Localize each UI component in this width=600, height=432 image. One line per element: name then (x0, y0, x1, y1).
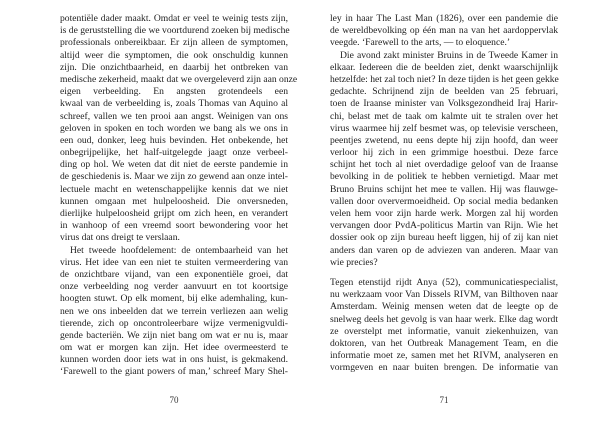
text-line: Het tweede hoofdelement: de ontembaarheid van het (70, 244, 288, 256)
text-line: informatie moet ze, samen met het RIVM, analyseren en (330, 350, 558, 362)
text-line: de geschiedenis is. Maar we zijn zo gewend aan onze intel- (60, 171, 288, 183)
text-line: onze verbeelding nog verder aanvuurt en tot koortsige (60, 281, 288, 293)
page-number-right: 71 (439, 395, 449, 405)
text-line: virus. Het idee van een niet te stuiten vermeerdering van (60, 256, 288, 268)
right-page (330, 0, 558, 432)
text-line: kunnen worden door iets wat in ons huist, is gekmakend. (60, 354, 288, 366)
text-line: eigen verbeelding. En angsten grotendeels een (60, 86, 288, 98)
text-line: ‘Farewell to the giant powers of man,’ schreef Mary Shel- (60, 366, 288, 378)
text-line: Die avond zakt minister Bruins in de Tweede Kamer in (340, 49, 558, 61)
text-line: snelweg deels het gevolg is van haar werk. Elke dag wordt (330, 313, 558, 325)
text-line: toen de Iraanse minister van Volksgezondheid Iraj Harir- (330, 98, 558, 110)
text-line: wie precies? (330, 256, 378, 268)
text-line: peentjes zwetend, nu eens depte hij zijn hoofd, dan weer (330, 134, 558, 146)
text-line: hetzelfde: het zal toch niet? In deze tijden is het geen gekke (330, 73, 559, 85)
text-line: lectuele macht en wetenschappelijke kennis dat we niet (60, 183, 288, 195)
section-break (330, 269, 558, 277)
text-line: Bruno Bruins schijnt het mee te vallen. Hij was flauwge- (330, 183, 558, 195)
text-line: ding op hol. We weten dat dit niet de eerste pandemie in (60, 159, 288, 171)
text-line: Amsterdam. Weinig mensen weten dat de leegte op de (330, 301, 558, 313)
text-line: ze overstelpt met informatie, vanuit ziekenhuizen, van (330, 325, 558, 337)
text-line: Tegen etenstijd rijdt Anya (52), communicatiespecialist, (330, 276, 558, 288)
text-line: professionals onbereikbaar. Er zijn alleen de symptomen, (60, 37, 288, 49)
text-line: velen hem voor zijn harde werk. Morgen zal hij worden (330, 208, 558, 219)
text-line: virus waarmee hij zelf besmet was, op televisie verscheen, (330, 122, 558, 134)
text-line: doktoren, van het Outbreak Management Team, en die (330, 337, 558, 349)
right-page-text (330, 13, 558, 374)
text-line: chi, belast met de taak om kalmte uit te stralen over het (330, 110, 558, 122)
text-line: verloor hij zich in een grimmige hoestbui. Deze farce (330, 147, 558, 159)
text-line: kwaal van de verbeelding is, zoals Thomas van Aquino al (60, 98, 288, 110)
text-line: schijnt het toch al niet overdadige geloof van de Iraanse (330, 159, 558, 171)
text-line: om wat er morgen kan zijn. Het idee overmeesterd te (60, 342, 288, 354)
text-line: nen we ons inbeelden dat we terrein verliezen aan welig (60, 305, 288, 317)
text-line: vormgeven en naar buiten brengen. De informatie van (330, 362, 558, 374)
text-line: kunnen omgaan met hulpeloosheid. Die onversneden, (60, 195, 288, 207)
text-line: dossier ook op zijn bureau heeft liggen, hij of zij kan niet (330, 232, 558, 244)
text-line: dierlijke hulpeloosheid grijpt om zich heen, en verandert (60, 208, 288, 219)
text-line: tierende, zich op oncontroleerbare wijze vermenigvuldi- (60, 317, 288, 329)
text-line: onbegrijpelijke, het half-uitgelegde jaagt onze verbeel- (60, 147, 288, 159)
left-page-text (60, 13, 298, 379)
text-line: hoogten stuwt. Op elk moment, bij elke ademhaling, kun- (60, 293, 288, 305)
text-line: schreef, vallen we ten prooi aan angst. Weinigen van ons (60, 110, 288, 122)
text-line: nu werkzaam voor Van Dissels RIVM, van Bilthoven naar (330, 289, 558, 301)
text-line: gedachte. Schrijnend zijn de beelden van 25 februari, (330, 86, 558, 98)
text-line: de onzichtbare vijand, van een exponentiële groei, dat (60, 268, 288, 280)
text-line: vervangen door PvdA-politicus Martin van Rijn. Wie het (330, 220, 558, 232)
text-line: bevolking in de politiek te hebben vernietigd. Maar met (330, 171, 558, 183)
text-line: virus dat ons dreigt te verslaan. (60, 232, 180, 244)
text-line: altijd weer die symptomen, die ook onschuldig kunnen (60, 49, 288, 61)
left-page (60, 0, 298, 432)
text-line: veegde. ‘Farewell to the arts, — to eloquence.’ (330, 37, 511, 49)
page-number-left: 70 (169, 395, 179, 405)
text-line: gende bacteriën. We zijn niet bang om wat er nu is, maar (60, 329, 288, 341)
text-line: vallen door oververmoeidheid. Op social media bedanken (330, 195, 558, 207)
text-line: een oud, donker, leeg huis bevinden. Het onbekende, het (60, 134, 288, 146)
text-line: is de geruststelling die we voortdurend zoeken bij medische (60, 25, 290, 37)
text-line: elkaar. Iedereen die de beelden ziet, denkt waarschijnlijk (330, 61, 558, 73)
text-line: anders dan varen op de adviezen van anderen. Maar van (330, 244, 558, 256)
text-line: medische zekerheid, maakt dat we overgeleverd zijn aan onze (60, 73, 298, 85)
text-line: zijn. Die onzichtbaarheid, en daarbij het ontbreken van (60, 61, 288, 73)
text-line: potentiële dader maakt. Omdat er veel te weinig tests zijn, (60, 13, 288, 24)
text-line: de wereldbevolking op één man na van het aardoppervlak (330, 25, 558, 37)
text-line: in wanhoop of een vreemd soort bewondering voor het (60, 220, 288, 232)
text-line: geloven in spoken en toch worden we bang als we ons in (60, 122, 288, 134)
text-line: ley in haar The Last Man (1826), over een pandemie die (330, 13, 558, 24)
